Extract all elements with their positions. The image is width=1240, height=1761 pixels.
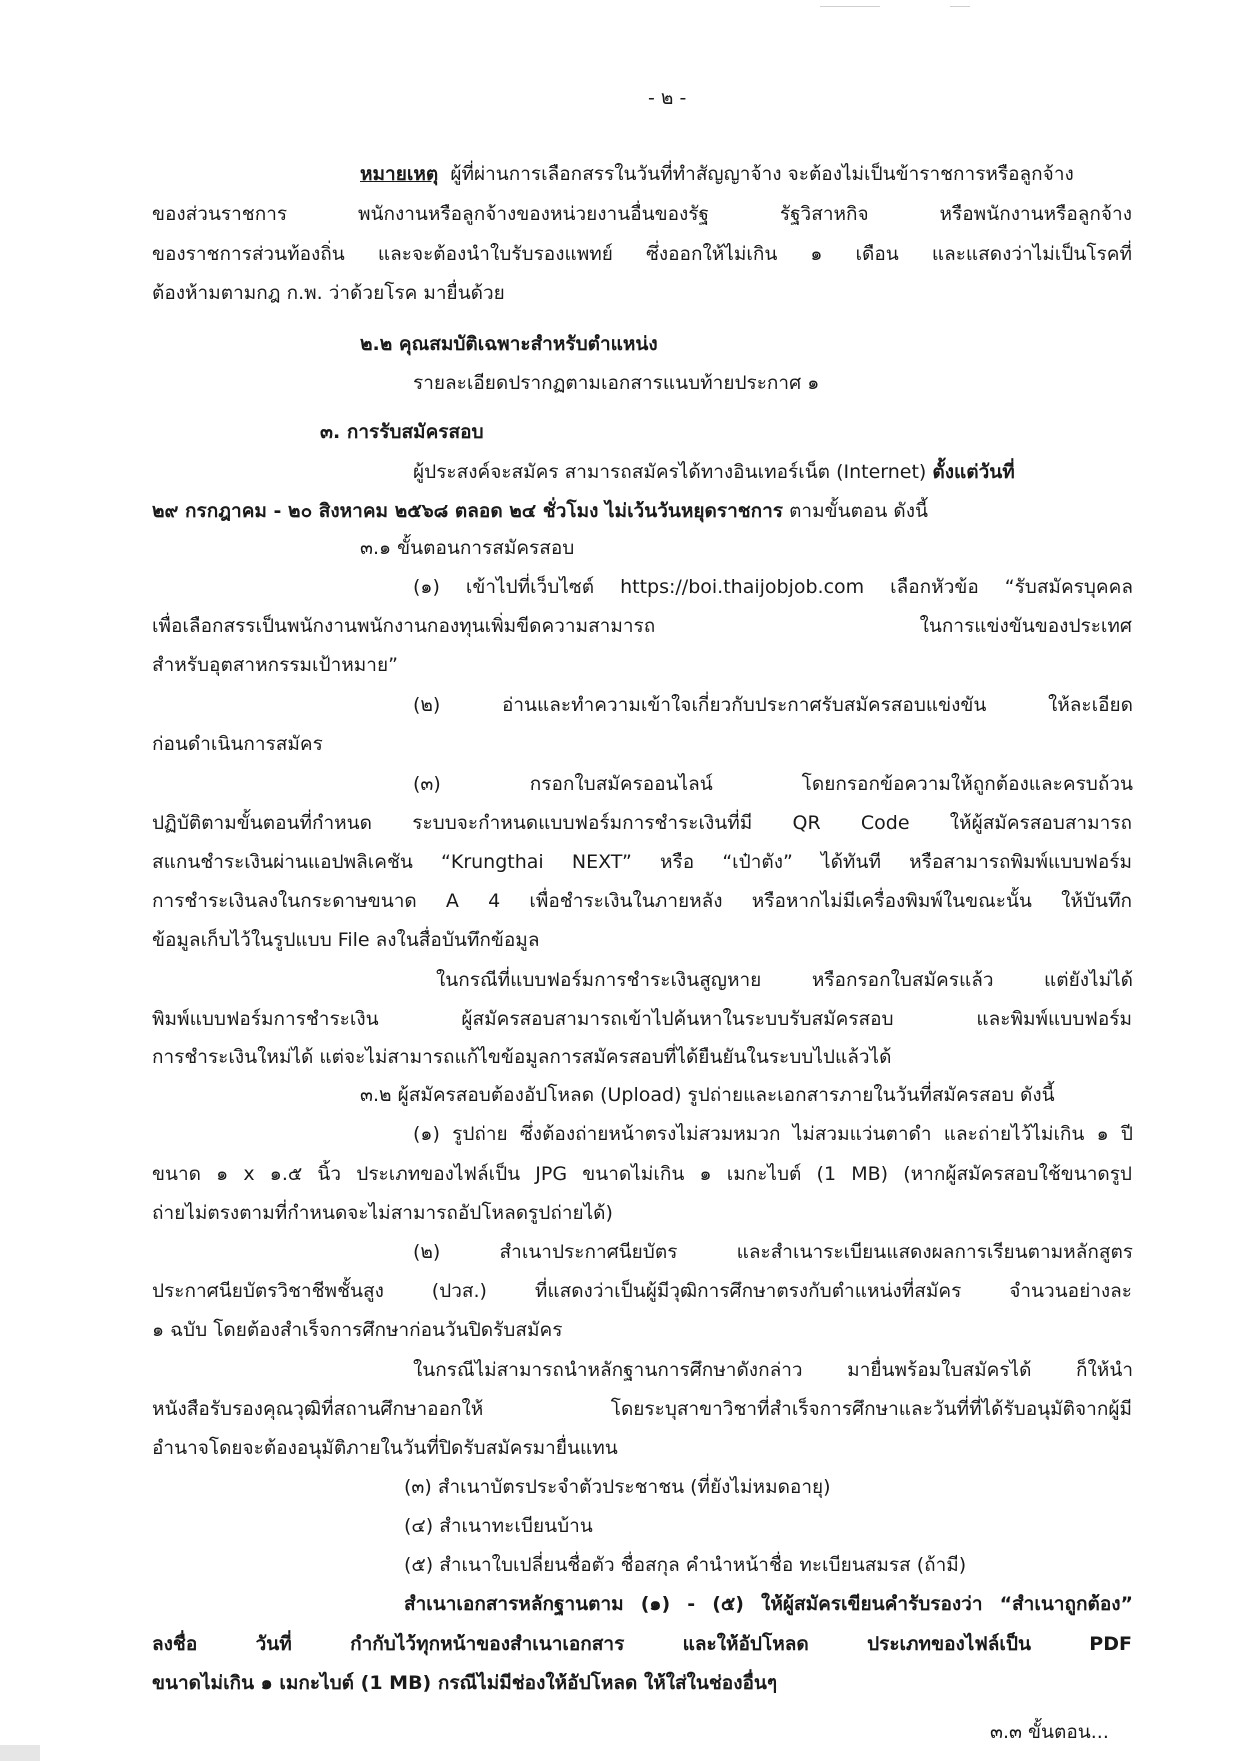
scan-artifact — [950, 6, 970, 7]
house-reg-item: (๔) สำเนาทะเบียนบ้าน — [404, 1515, 593, 1537]
lost-form-line-2: พิมพ์แบบฟอร์มการชำระเงิน ผู้สมัครสอบสามารถเข้าไปค้นหาในระบบรับสมัครสอบ และพิมพ์แบบฟอร์ม — [152, 1008, 1132, 1030]
section-3-heading: ๓. การรับสมัครสอบ — [320, 421, 484, 443]
section-3-line-1-text: ผู้ประสงค์จะสมัคร สามารถสมัครได้ทางอินเทอร์เน็ต (Internet) — [413, 461, 933, 483]
photo-line-1: (๑) รูปถ่าย ซึ่งต้องถ่ายหน้าตรงไม่สวมหมวก ไม่สวมแว่นตาดำ และถ่ายไว้ไม่เกิน ๑ ปี — [413, 1123, 1133, 1145]
item-3-line-5: ข้อมูลเก็บไว้ในรูปแบบ File ลงในสื่อบันทึกข้อมูล — [152, 929, 540, 951]
continuation-marker: ๓.๓ ขั้นตอน... — [990, 1721, 1109, 1743]
section-3-1-heading: ๓.๑ ขั้นตอนการสมัครสอบ — [360, 537, 575, 559]
cert-copy-line-3: ๑ ฉบับ โดยต้องสำเร็จการศึกษาก่อนวันปิดรับสมัคร — [152, 1319, 563, 1341]
item-2-line-2: ก่อนดำเนินการสมัคร — [152, 733, 323, 755]
note-line-1 — [360, 160, 1132, 188]
note-line-2: ของส่วนราชการ พนักงานหรือลูกจ้างของหน่วยงานอื่นของรัฐ รัฐวิสาหกิจ หรือพนักงานหรือลูกจ้าง — [152, 203, 1132, 225]
item-3-line-1: (๓) กรอกใบสมัครออนไลน์ โดยกรอกข้อความให้ถูกต้องและครบถ้วน — [413, 773, 1133, 795]
note-line-4: ต้องห้ามตามกฎ ก.พ. ว่าด้วยโรค มายื่นด้วย — [152, 282, 505, 304]
note-text: ผู้ที่ผ่านการเลือกสรรในวันที่ทำสัญญาจ้าง จะต้องไม่เป็นข้าราชการหรือลูกจ้าง — [450, 163, 1074, 185]
section-2-2-detail: รายละเอียดปรากฏตามเอกสารแนบท้ายประกาศ ๑ — [413, 372, 820, 394]
note-label: หมายเหตุ — [360, 163, 439, 185]
section-2-2-heading: ๒.๒ คุณสมบัติเฉพาะสำหรับตำแหน่ง — [360, 333, 658, 355]
certify-line-3: ขนาดไม่เกิน ๑ เมกะไบต์ (1 MB) กรณีไม่มีช่องให้อัปโหลด ให้ใส่ในช่องอื่นๆ — [152, 1672, 778, 1694]
scan-artifact — [820, 6, 880, 7]
photo-line-2: ขนาด ๑ x ๑.๕ นิ้ว ประเภทของไฟล์เป็น JPG ขนาดไม่เกิน ๑ เมกะไบต์ (1 MB) (หากผู้สมัครสอบใช้ขนาดรูป — [152, 1163, 1132, 1185]
scan-artifact — [0, 1745, 40, 1761]
item-3-line-3: สแกนชำระเงินผ่านแอปพลิเคชัน “Krungthai NEXT” หรือ “เป๋าตัง” ได้ทันที หรือสามารถพิมพ์แบบฟอร์ม — [152, 851, 1132, 873]
section-3-2-heading: ๓.๒ ผู้สมัครสอบต้องอัปโหลด (Upload) รูปถ่ายและเอกสารภายในวันที่สมัครสอบ ดังนี้ — [360, 1084, 1055, 1106]
cert-copy-line-1: (๒) สำเนาประกาศนียบัตร และสำเนาระเบียนแสดงผลการเรียนตามหลักสูตร — [413, 1241, 1133, 1263]
section-3-line-2-text: ตามขั้นตอน ดังนี้ — [783, 500, 928, 522]
cert-copy-line-2: ประกาศนียบัตรวิชาชีพชั้นสูง (ปวส.) ที่แสดงว่าเป็นผู้มีวุฒิการศึกษาตรงกับตำแหน่งที่สมัคร จำนวนอย่างละ — [152, 1280, 1132, 1302]
section-3-line-2 — [152, 497, 928, 525]
section-3-line-1 — [413, 458, 1133, 486]
lost-form-line-3: การชำระเงินใหม่ได้ แต่จะไม่สามารถแก้ไขข้อมูลการสมัครสอบที่ได้ยืนยันในระบบไปแล้วได้ — [152, 1046, 892, 1068]
item-1-line-3: สำหรับอุตสาหกรรมเป้าหมาย” — [152, 654, 398, 676]
alt-doc-line-2: หนังสือรับรองคุณวุฒิที่สถานศึกษาออกให้ โดยระบุสาขาวิชาที่สำเร็จการศึกษาและวันที่ที่ได้รับอนุมัติจากผู้มี — [152, 1398, 1132, 1420]
lost-form-line-1: ในกรณีที่แบบฟอร์มการชำระเงินสูญหาย หรือกรอกใบสมัครแล้ว แต่ยังไม่ได้ — [436, 969, 1133, 991]
alt-doc-line-3: อำนาจโดยจะต้องอนุมัติภายในวันที่ปิดรับสมัครมายื่นแทน — [152, 1437, 618, 1459]
photo-line-3: ถ่ายไม่ตรงตามที่กำหนดจะไม่สามารถอัปโหลดรูปถ่ายได้) — [152, 1202, 613, 1224]
item-3-line-2: ปฏิบัติตามขั้นตอนที่กำหนด ระบบจะกำหนดแบบฟอร์มการชำระเงินที่มี QR Code ให้ผู้สมัครสอบสามารถ — [152, 812, 1132, 834]
item-1-line-1: (๑) เข้าไปที่เว็บไซต์ https://boi.thaijobjob.com เลือกหัวข้อ “รับสมัครบุคคล — [413, 576, 1133, 598]
item-2-line-1: (๒) อ่านและทำความเข้าใจเกี่ยวกับประกาศรับสมัครสอบแข่งขัน ให้ละเอียด — [413, 694, 1133, 716]
id-card-item: (๓) สำเนาบัตรประจำตัวประชาชน (ที่ยังไม่หมดอายุ) — [404, 1476, 831, 1498]
page-number: - ๒ - — [648, 87, 687, 109]
alt-doc-line-1: ในกรณีไม่สามารถนำหลักฐานการศึกษาดังกล่าว มายื่นพร้อมใบสมัครได้ ก็ให้นำ — [413, 1359, 1133, 1381]
item-3-line-4: การชำระเงินลงในกระดาษขนาด A 4 เพื่อชำระเงินในภายหลัง หรือหากไม่มีเครื่องพิมพ์ในขณะนั้น ให้บันทึก — [152, 890, 1132, 912]
certify-line-2: ลงชื่อ วันที่ กำกับไว้ทุกหน้าของสำเนาเอกสาร และให้อัปโหลด ประเภทของไฟล์เป็น PDF — [152, 1633, 1132, 1655]
item-1-line-2: เพื่อเลือกสรรเป็นพนักงานพนักงานกองทุนเพิ่มขีดความสามารถ ในการแข่งขันของประเทศ — [152, 615, 1132, 637]
certify-line-1: สำเนาเอกสารหลักฐานตาม (๑) - (๕) ให้ผู้สมัครเขียนคำรับรองว่า “สำเนาถูกต้อง” — [404, 1593, 1133, 1615]
note-line-3: ของราชการส่วนท้องถิ่น และจะต้องนำใบรับรองแพทย์ ซึ่งออกให้ไม่เกิน ๑ เดือน และแสดงว่าไม่เป็นโรคที่ — [152, 243, 1132, 265]
section-3-date-range: ๒๙ กรกฎาคม - ๒๐ สิงหาคม ๒๕๖๘ ตลอด ๒๔ ชั่วโมง ไม่เว้นวันหยุดราชการ — [152, 500, 784, 522]
name-change-item: (๕) สำเนาใบเปลี่ยนชื่อตัว ชื่อสกุล คำนำหน้าชื่อ ทะเบียนสมรส (ถ้ามี) — [404, 1554, 967, 1576]
section-3-date-start: ตั้งแต่วันที่ — [932, 461, 1015, 483]
